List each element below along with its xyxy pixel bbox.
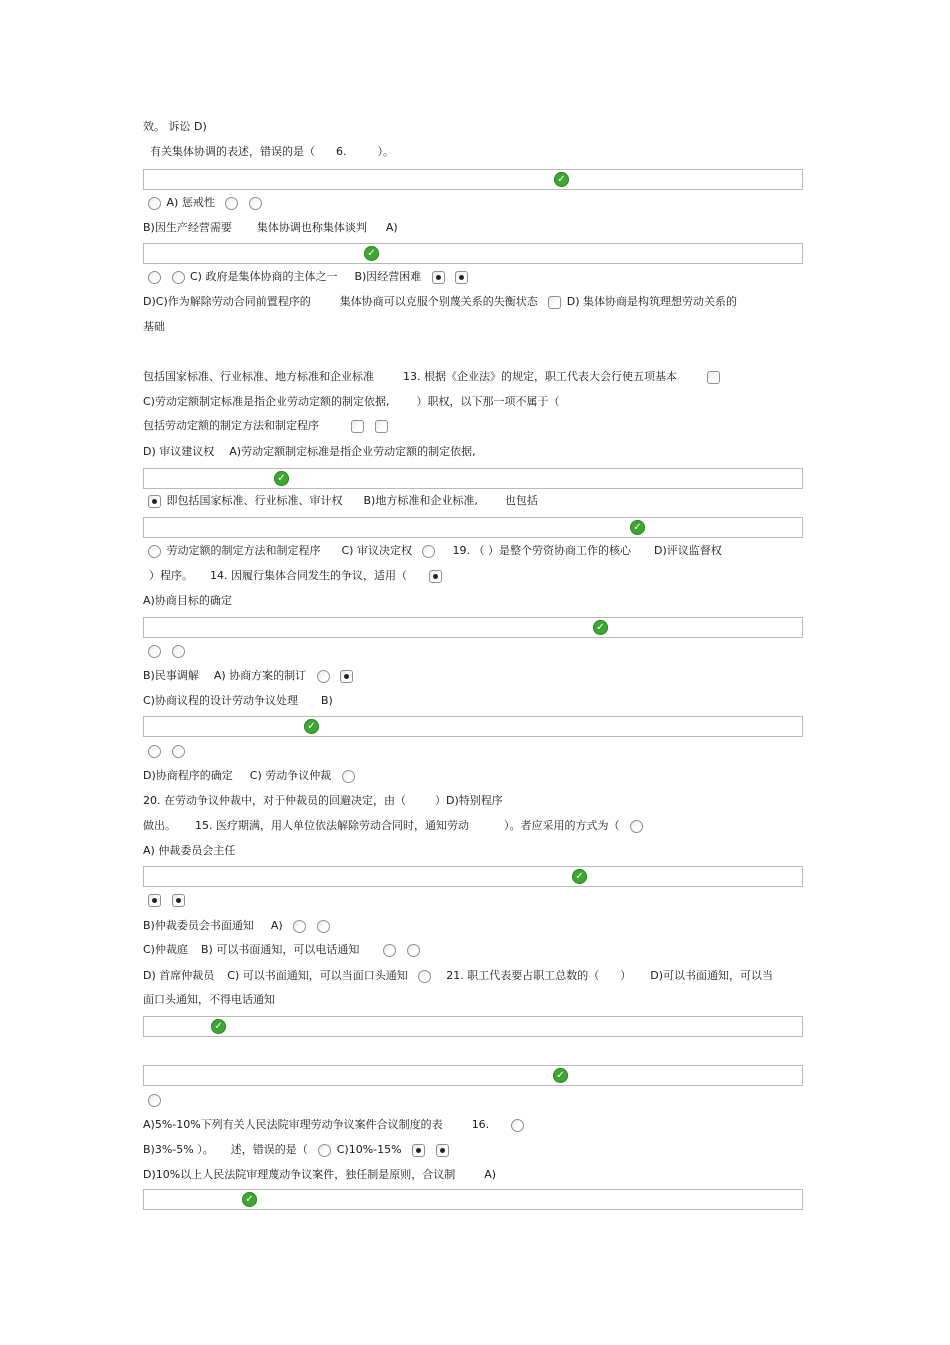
- option-text: B)因生产经营需要: [143, 221, 232, 234]
- line-text: 效。 诉讼 D): [143, 120, 207, 133]
- option-line: [143, 892, 187, 908]
- option-line: [143, 768, 357, 784]
- question-text: 19. （ ）是整个劳资协商工作的核心: [452, 544, 631, 557]
- answer-bar: [143, 1065, 803, 1086]
- option-text: D) 审议建议权: [143, 445, 215, 458]
- radio-button[interactable]: [383, 944, 396, 957]
- radio-button[interactable]: [225, 197, 238, 210]
- question-text: 做出。: [143, 819, 176, 832]
- question-number: 16.: [471, 1118, 490, 1131]
- radio-button[interactable]: [630, 820, 643, 833]
- option-line: [143, 668, 355, 684]
- radio-button[interactable]: [707, 371, 720, 384]
- option-text: 集体协调也称集体谈判: [256, 221, 367, 234]
- option-text: A) 协商方案的制订: [213, 669, 307, 682]
- check-circle-icon: ✓: [274, 471, 289, 486]
- radio-button[interactable]: [148, 1094, 161, 1107]
- radio-button[interactable]: [422, 545, 435, 558]
- option-line: [143, 1167, 498, 1183]
- question-text: ）程序。: [149, 569, 193, 582]
- option-text: B)3%-5% ）。: [143, 1143, 214, 1156]
- option-text: 即包括国家标准、行业标准、审计权: [166, 494, 343, 507]
- answer-bar: [143, 1016, 803, 1037]
- option-text: C)10%-15%: [336, 1143, 402, 1156]
- answer-bar: [143, 243, 803, 264]
- radio-button-selected[interactable]: [340, 670, 353, 683]
- option-text: ）D)特别程序: [435, 794, 503, 807]
- radio-button[interactable]: [172, 645, 185, 658]
- radio-button[interactable]: [351, 420, 364, 433]
- option-line: [143, 418, 390, 434]
- option-text: A) 仲裁委员会主任: [143, 844, 236, 857]
- option-text: 面口头通知，不得电话通知: [143, 993, 275, 1006]
- question-text: 13. 根据《企业法》的规定，职工代表大会行使五项基本: [403, 370, 677, 383]
- radio-button-selected[interactable]: [429, 570, 442, 583]
- option-text: D)C)作为解除劳动合同前置程序的: [143, 295, 311, 308]
- question-13: [143, 369, 722, 385]
- option-line: [143, 394, 561, 410]
- question-text: 有关集体协调的表述，错误的是（: [150, 145, 315, 158]
- check-circle-icon: ✓: [304, 719, 319, 734]
- answer-bar: [143, 468, 803, 489]
- question-number: 6.: [336, 145, 347, 158]
- option-text: C) 审议决定权: [341, 544, 412, 557]
- option-line: [143, 493, 540, 509]
- option-text: D)可以书面通知，可以当: [650, 969, 773, 982]
- option-text: A)劳动定额制定标准是指企业劳动定额的制定依据,: [229, 445, 476, 458]
- radio-button-selected[interactable]: [148, 495, 161, 508]
- option-text: A)协商目标的确定: [143, 594, 232, 607]
- check-circle-icon: ✓: [242, 1192, 257, 1207]
- check-circle-icon: ✓: [211, 1019, 226, 1034]
- radio-button[interactable]: [548, 296, 561, 309]
- radio-button-selected[interactable]: [455, 271, 468, 284]
- check-circle-icon: ✓: [572, 869, 587, 884]
- radio-button[interactable]: [418, 970, 431, 983]
- option-line: [143, 643, 187, 659]
- option-text: D)评议监督权: [653, 544, 722, 557]
- radio-button-selected[interactable]: [172, 894, 185, 907]
- option-text: C)协商议程的设计劳动争议处理: [143, 694, 298, 707]
- radio-button-selected[interactable]: [412, 1144, 425, 1157]
- option-line: [143, 1142, 451, 1158]
- check-circle-icon: ✓: [364, 246, 379, 261]
- answer-bar: [143, 169, 803, 190]
- option-line: [143, 743, 187, 759]
- option-text: 集体协商可以克服个别蔑关系的失衡状态: [339, 295, 538, 308]
- radio-button-selected[interactable]: [148, 894, 161, 907]
- option-text: D) 集体协商是构筑理想劳动关系的: [566, 295, 737, 308]
- radio-button[interactable]: [148, 545, 161, 558]
- radio-button-selected[interactable]: [432, 271, 445, 284]
- radio-button[interactable]: [172, 271, 185, 284]
- option-text: D)10%以上人民法院审理蔑动争议案件，独任制是原则，合议制: [143, 1168, 456, 1181]
- answer-bar: [143, 517, 803, 538]
- option-text: 也包括: [504, 494, 538, 507]
- radio-button[interactable]: [407, 944, 420, 957]
- option-text: C) 劳动争议仲裁: [249, 769, 332, 782]
- option-text: B)因经营困难: [354, 270, 422, 283]
- question-21: [143, 968, 775, 984]
- radio-button[interactable]: [148, 745, 161, 758]
- option-text: C)仲裁庭: [143, 943, 188, 956]
- option-text: D) 首席仲裁员: [143, 969, 215, 982]
- radio-button[interactable]: [148, 197, 161, 210]
- option-text: B): [320, 694, 333, 707]
- radio-button[interactable]: [375, 420, 388, 433]
- radio-button[interactable]: [249, 197, 262, 210]
- radio-button[interactable]: [317, 670, 330, 683]
- option-line: [143, 543, 724, 559]
- radio-button[interactable]: [511, 1119, 524, 1132]
- answer-bar: [143, 866, 803, 887]
- question-text: ）。者应采用的方式为（: [504, 819, 620, 832]
- option-line: [143, 269, 470, 285]
- option-text: A)5%-10%下列有关人民法院审理劳动争议案件合议制度的表: [143, 1118, 443, 1131]
- option-text: C) 政府是集体协商的主体之一: [190, 270, 338, 283]
- question-text: 20. 在劳动争议仲裁中，对于仲裁员的回避决定，由（: [143, 794, 406, 807]
- question-text: ）职权，以下那一项不属于（: [416, 395, 560, 408]
- check-circle-icon: ✓: [630, 520, 645, 535]
- option-text: A): [270, 919, 283, 932]
- option-text: A): [484, 1168, 497, 1181]
- option-text: B)民事调解: [143, 669, 199, 682]
- option-line: [143, 1092, 163, 1108]
- option-text: C)劳动定额制定标准是指企业劳动定额的制定依据,: [143, 395, 390, 408]
- option-text: A) 惩戒性: [166, 196, 215, 209]
- option-line: [143, 942, 422, 958]
- option-line: [143, 294, 739, 310]
- option-text: 包括劳动定额的制定方法和制定程序: [143, 419, 319, 432]
- question-text-end: ）: [620, 969, 632, 982]
- radio-button[interactable]: [317, 920, 330, 933]
- check-circle-icon: ✓: [593, 620, 608, 635]
- text-line: [143, 992, 277, 1008]
- radio-button[interactable]: [293, 920, 306, 933]
- answer-bar: [143, 1189, 803, 1210]
- option-text: 包括国家标准、行业标准、地方标准和企业标准: [143, 370, 374, 383]
- option-line: [143, 593, 234, 609]
- answer-bar: [143, 716, 803, 737]
- option-text: D)协商程序的确定: [143, 769, 233, 782]
- text-line: [143, 319, 167, 335]
- option-text: A): [385, 221, 398, 234]
- radio-button-selected[interactable]: [436, 1144, 449, 1157]
- check-circle-icon: ✓: [553, 1068, 568, 1083]
- question-15: [143, 818, 645, 834]
- radio-button[interactable]: [318, 1144, 331, 1157]
- option-line: [143, 220, 400, 236]
- question-14: [149, 568, 444, 584]
- radio-button[interactable]: [172, 745, 185, 758]
- option-line: [143, 195, 264, 211]
- radio-button[interactable]: [342, 770, 355, 783]
- option-text: B)地方标准和企业标准,: [363, 494, 478, 507]
- option-line: [143, 918, 332, 934]
- text-line: [143, 119, 209, 135]
- question-20: [143, 793, 505, 809]
- question-6: [150, 144, 396, 160]
- option-line: [143, 444, 478, 460]
- question-text: 述，错误的是（: [230, 1143, 308, 1156]
- question-16: [143, 1117, 526, 1133]
- option-text: B)仲裁委员会书面通知: [143, 919, 254, 932]
- radio-button[interactable]: [148, 645, 161, 658]
- question-text: 15. 医疗期满，用人单位依法解除劳动合同时，通知劳动: [195, 819, 469, 832]
- option-line: [143, 693, 335, 709]
- check-circle-icon: ✓: [554, 172, 569, 187]
- question-text-end: ）。: [377, 145, 394, 158]
- option-text: B) 可以书面通知，可以电话通知: [200, 943, 360, 956]
- radio-button[interactable]: [148, 271, 161, 284]
- option-text: C) 可以书面通知，可以当面口头通知: [227, 969, 408, 982]
- question-text: 21. 职工代表要占职工总数的（: [446, 969, 600, 982]
- question-text: 14. 因履行集体合同发生的争议，适用（: [210, 569, 407, 582]
- line-text: 基础: [143, 320, 165, 333]
- option-line: [143, 843, 237, 859]
- answer-bar: [143, 617, 803, 638]
- option-text: 劳动定额的制定方法和制定程序: [166, 544, 321, 557]
